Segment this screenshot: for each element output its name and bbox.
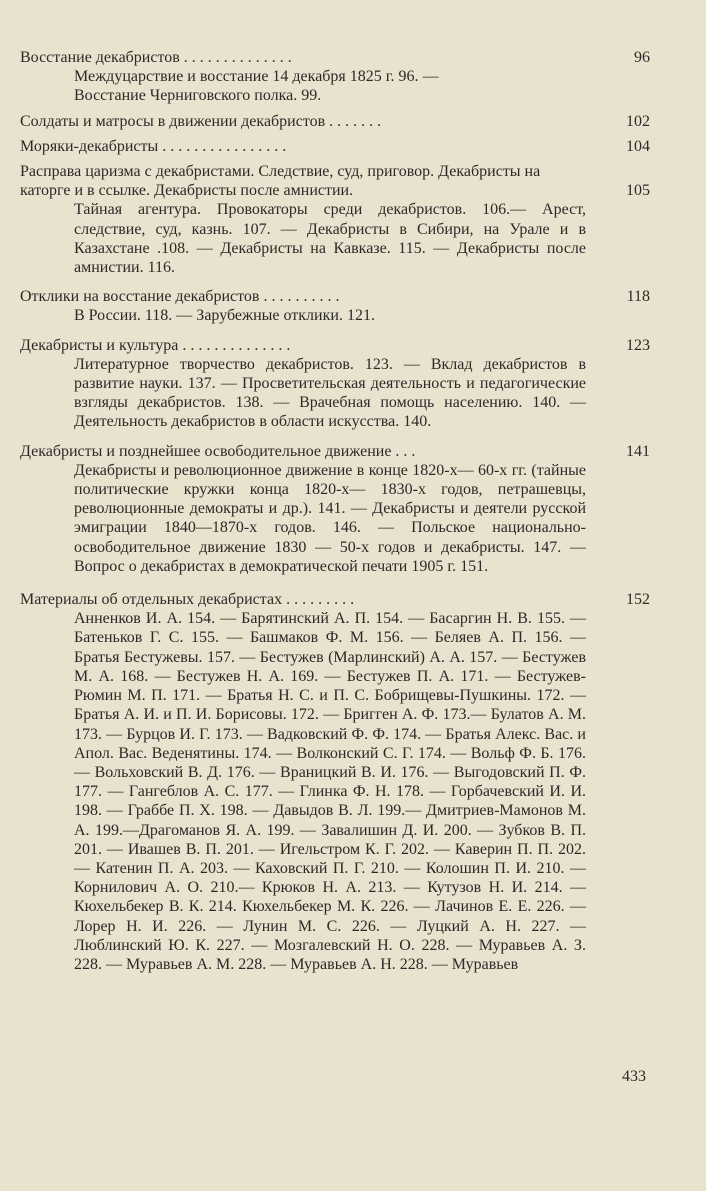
toc-page-number: 152 (626, 591, 650, 609)
toc-subentry: В России. 118. — Зарубежные отклики. 121. (74, 307, 375, 325)
toc-heading (20, 162, 650, 200)
toc-entry (20, 162, 650, 277)
toc-subentry: Литературное творчество декабристов. 123. — Вклад декабристов в развитие науки. 137. — Просветительская деятельность и педагогические взгляды декабристов. 138. — Врачебная помощь населению. 140. — Деятельность декабристов в области искусства. 140. (74, 355, 586, 431)
toc-page-number: 123 (626, 336, 650, 354)
toc-heading-title: Материалы об отдельных декабристах . . . . . . . . . (20, 591, 355, 609)
toc-heading-title: Солдаты и матросы в движении декабристов . . . . . . . (20, 112, 382, 130)
toc-heading-title: Расправа царизма с декабристами. Следствие, суд, приговор. Декабристы на каторге и в ссылке. Декабристы после амнистии. (20, 163, 541, 200)
toc-subentry: Анненков И. А. 154. — Барятинский А. П. 154. — Басаргин Н. В. 155. — Батеньков Г. С. 155. — Башмаков Ф. М. 156. — Беляев А. П. 156. — Братья Бестужевы. 157. — Бестужев (Марлинский) А. А. 157. — Бестужев М. А. 168. — Бестужев Н. А. 169. — Бестужев П. А. 171. — Бестужев-Рюмин М. П. 171. — Братья Н. С. и П. С. Бобрищевы-Пушкины. 172. — Братья А. И. и П. И. Борисовы. 172. — Бригген А. Ф. 173.— Булатов А. М. 173. — Бурцов И. Г. 173. — Вадковский Ф. Ф. 174. — Братья Алекс. Вас. и Апол. Вас. Веденятины. 174. — Волконский С. Г. 174. — Вольф Ф. Б. 176. — Вольховский В. Д. 176. — Враницкий В. И. 176. — Выгодовский П. Ф. 177. — Гангеблов А. С. 177. — Глинка Ф. Н. 178. — Горбачевский И. И. 198. — Граббе П. Х. 198. — Давыдов В. Л. 199.— Дмитриев-Мамонов М. А. 199.—Драгоманов Я. А. 199. — Завалишин Д. И. 200. — Зубков В. П. 201. — Ивашев В. П. 201. — Игельстром К. Г. 202. — Каверин П. П. 202. — Катенин П. А. 203. — Каховский П. Г. 210. — Колошин П. И. 210. — Корнилович А. О. 210.— Крюков Н. А. 213. — Кутузов Н. И. 214. — Кюхельбекер В. К. 214. Кюхельбекер М. К. 226. — Лачинов Е. Е. 226. — Лорер Н. И. 226. — Лунин М. С. 226. — Луцкий А. Н. 227. — Люблинский Ю. К. 227. — Мозгалевский Н. О. 228. — Муравьев А. З. 228. — Муравьев А. М. 228. — Муравьев А. Н. 228. — Муравьев (74, 610, 586, 973)
toc-subentry: Декабристы и революционное движение в конце 1820-х— 60-х гг. (тайные политические кружки конца 1820-х— 1830-х годов, петрашевцы, революционные демократы и др.). 141. — Декабристы и деятели русской эмиграции 1840—1870-х годов. 146. — Польское национально-освободительное движение 1830 — 50-х годов и декабристы. 147. — Вопрос о декабристах в демократической печати 1905 г. 151. (74, 461, 586, 575)
toc-entry (20, 137, 650, 156)
toc-page-number: 141 (626, 442, 650, 460)
toc-entry (20, 112, 650, 131)
toc-page-number: 96 (634, 49, 650, 66)
toc-heading (20, 287, 650, 306)
toc-page-number: 102 (626, 112, 650, 130)
toc-heading-title: Отклики на восстание декабристов . . . . . . . . . . (20, 288, 340, 306)
toc-entry (20, 336, 650, 432)
page-number-footer: 433 (622, 1068, 646, 1085)
toc-heading (20, 137, 650, 156)
toc-page-number: 104 (626, 137, 650, 155)
toc-heading-title: Восстание декабристов . . . . . . . . . . . . . . (20, 49, 292, 66)
toc-entry (20, 442, 650, 576)
toc-entry (20, 287, 650, 325)
toc-subentry: Тайная агентура. Провокаторы среди декабристов. 106.— Арест, следствие, суд, казнь. 107. — Декабристы в Сибири, на Урале и в Казахстане .108. — Декабристы на Кавказе. 115. — Декабристы после амнистии. 116. (74, 201, 586, 277)
toc-heading (20, 442, 650, 461)
toc-heading (20, 48, 650, 67)
toc-heading-title: Моряки-декабристы . . . . . . . . . . . . . . . . (20, 137, 287, 155)
toc-subentry: Восстание Черниговского полка. 99. (74, 87, 322, 105)
toc-heading-title: Декабристы и позднейшее освободительное движение . . . (20, 442, 416, 460)
toc-heading (20, 590, 650, 609)
table-of-contents (20, 48, 650, 980)
toc-page-number: 118 (626, 288, 650, 306)
toc-subentry: Междуцарствие и восстание 14 декабря 1825 г. 96. — (74, 68, 439, 86)
toc-heading-title: Декабристы и культура . . . . . . . . . . . . . . (20, 336, 291, 354)
toc-page-number: 105 (626, 182, 650, 200)
toc-heading (20, 112, 650, 131)
toc-entry (20, 48, 650, 106)
toc-heading (20, 336, 650, 355)
toc-entry (20, 590, 650, 974)
